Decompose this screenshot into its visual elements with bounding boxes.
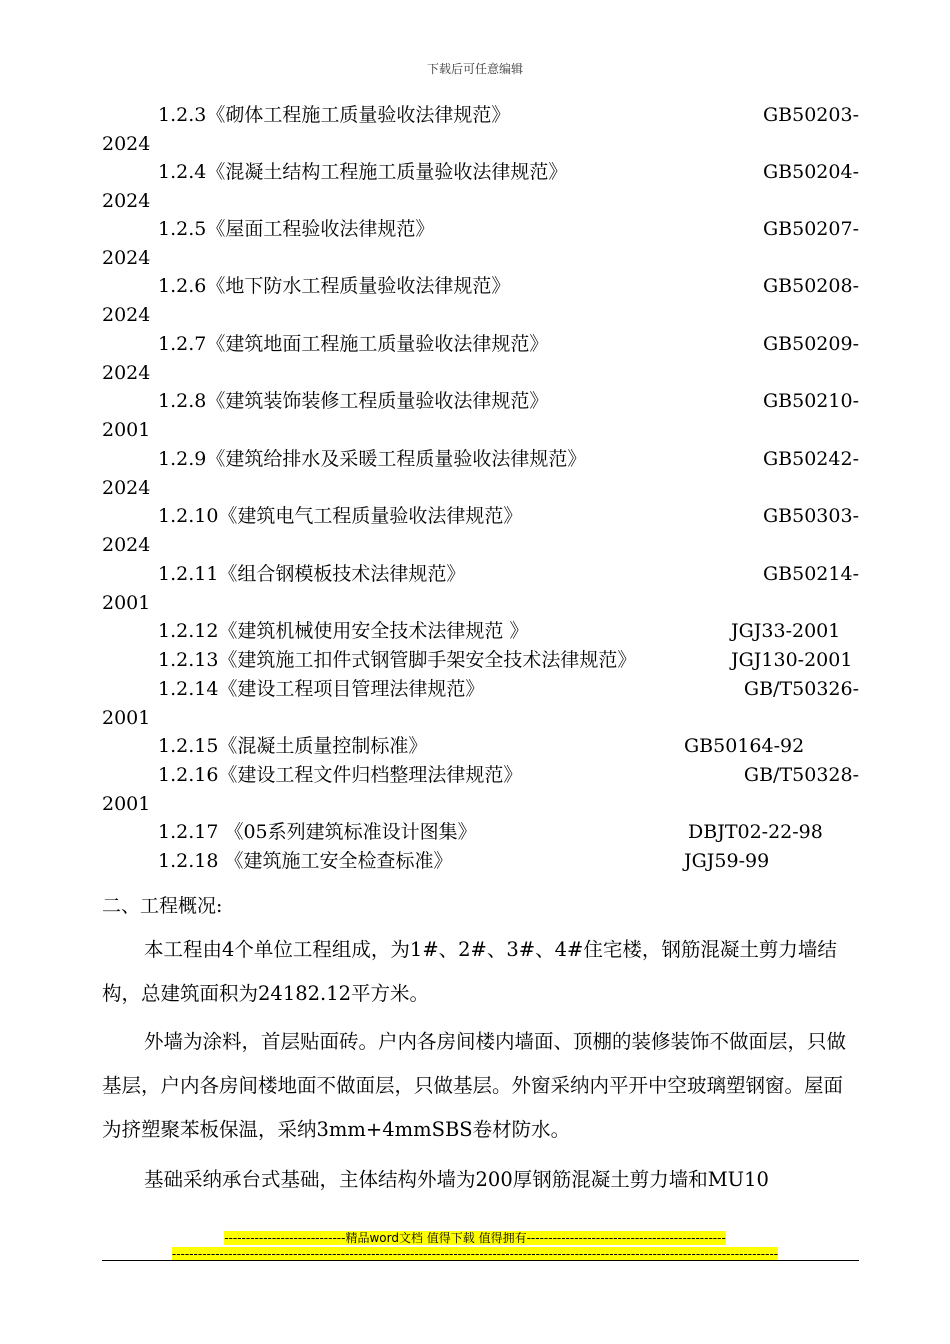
standard-title: 1.2.15《混凝土质量控制标准》: [158, 735, 428, 757]
standard-title: 1.2.3《砌体工程施工质量验收法律规范》: [158, 104, 511, 126]
standard-code: GB50208-: [762, 275, 859, 297]
standard-title: 1.2.9《建筑给排水及采暖工程质量验收法律规范》: [158, 448, 587, 470]
standard-row: [0, 329, 950, 359]
standard-title: 1.2.6《地下防水工程质量验收法律规范》: [158, 275, 511, 297]
standard-row: [0, 501, 950, 531]
paragraph-text: 基础采纳承台式基础，主体结构外墙为200厚钢筋混凝土剪力墙和MU10: [144, 1168, 769, 1191]
paragraph-text: 外墙为涂料，首层贴面砖。户内各房间楼内墙面、顶棚的装修装饰不做面层，只做基层，户内各房间楼地面不做面层，只做基层。外窗采纳内平开中空玻璃塑钢窗。屋面为挤塑聚苯板保温，采纳3mm+4mmSBS卷材防水。: [102, 1030, 847, 1141]
header-note: 下载后可任意编辑: [426, 62, 523, 76]
standard-title: 1.2.7《建筑地面工程施工质量验收法律规范》: [158, 333, 549, 355]
standard-year: 2024: [102, 477, 151, 499]
standard-year: 2024: [102, 247, 151, 269]
standard-title: 1.2.14《建设工程项目管理法律规范》: [158, 678, 485, 700]
paragraph-text: 本工程由4个单位工程组成，为1#、2#、3#、4#住宅楼，钢筋混凝土剪力墙结构，总建筑面积为24182.12平方米。: [102, 938, 837, 1005]
standard-title: 1.2.10《建筑电气工程质量验收法律规范》: [158, 505, 523, 527]
standard-row: [0, 100, 950, 130]
standard-year: 2024: [102, 133, 151, 155]
standard-code: JGJ130-2001: [731, 649, 853, 671]
standard-title: 1.2.13《建筑施工扣件式钢管脚手架安全技术法律规范》: [158, 649, 637, 671]
footer-banner-dashes: --------------------------------------------------------------------------------------------------------------------------------------------: [171, 1247, 779, 1261]
standard-row: [0, 157, 950, 187]
standard-code: GB50242-: [762, 448, 859, 470]
standard-year: 2001: [102, 419, 151, 441]
standard-title: 1.2.11《组合钢模板技术法律规范》: [158, 563, 466, 585]
standard-year: 2001: [102, 793, 151, 815]
standard-year: 2001: [102, 592, 151, 614]
footer-divider: [102, 1260, 859, 1261]
standard-row: [0, 214, 950, 244]
standard-row: [0, 271, 950, 301]
standard-year: 2001: [102, 707, 151, 729]
footer-banner-text: ----------------------------精品word文档 值得下载 值得拥有----------------------------------------------: [224, 1231, 726, 1245]
standard-title: 1.2.16《建设工程文件归档整理法律规范》: [158, 764, 523, 786]
paragraph: [102, 1020, 859, 1152]
standard-code: JGJ33-2001: [731, 620, 841, 642]
standard-row: [0, 559, 950, 589]
standard-year: 2024: [102, 362, 151, 384]
standard-row: [0, 731, 950, 761]
standard-code: GB50209-: [762, 333, 859, 355]
standard-code: GB50204-: [762, 161, 859, 183]
paragraph: [102, 928, 859, 1016]
standard-row: [0, 760, 950, 790]
standard-year: 2024: [102, 304, 151, 326]
standard-year: 2024: [102, 534, 151, 556]
standard-title: 1.2.17 《05系列建筑标准设计图集》: [158, 821, 477, 843]
standard-title: 1.2.5《屋面工程验收法律规范》: [158, 218, 435, 240]
standard-row: [0, 817, 950, 847]
standard-row: [0, 846, 950, 876]
standard-code: GB50303-: [762, 505, 859, 527]
standard-code: DBJT02-22-98: [688, 821, 823, 843]
standard-title: 1.2.18 《建筑施工安全检查标准》: [158, 850, 453, 872]
paragraph: [102, 1158, 859, 1202]
standard-row: [0, 444, 950, 474]
standard-year: 2024: [102, 190, 151, 212]
standard-code: GB50214-: [762, 563, 859, 585]
standard-row: [0, 674, 950, 704]
footer-banner-line2: [0, 1243, 950, 1259]
standard-title: 1.2.4《混凝土结构工程施工质量验收法律规范》: [158, 161, 568, 183]
standard-code: GB50210-: [762, 390, 859, 412]
standard-title: 1.2.8《建筑装饰装修工程质量验收法律规范》: [158, 390, 549, 412]
standard-row: [0, 645, 950, 675]
standard-code: GB/T50326-: [743, 678, 859, 700]
standard-code: GB/T50328-: [743, 764, 859, 786]
footer-banner-line1: [0, 1227, 950, 1243]
standard-code: GB50207-: [762, 218, 859, 240]
standard-code: GB50203-: [762, 104, 859, 126]
standard-code: GB50164-92: [684, 735, 805, 757]
section-heading: 二、工程概况:: [102, 895, 223, 917]
standard-row: [0, 616, 950, 646]
standard-title: 1.2.12《建筑机械使用安全技术法律规范 》: [158, 620, 529, 642]
standard-code: JGJ59-99: [684, 850, 770, 872]
standard-row: [0, 386, 950, 416]
